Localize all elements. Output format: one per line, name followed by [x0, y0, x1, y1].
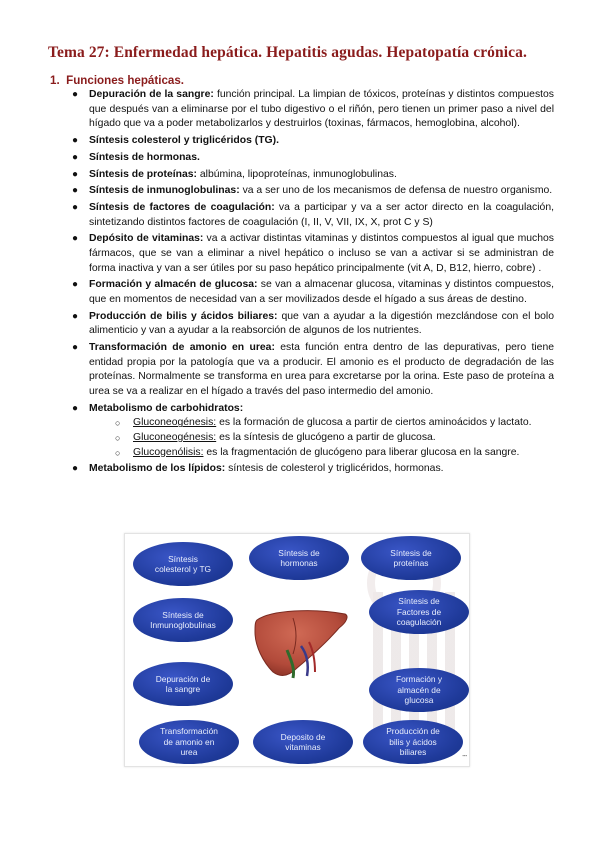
subitem-text: es la síntesis de glucógeno a partir de glucosa. — [216, 431, 436, 443]
bullet-icon: ● — [72, 134, 79, 146]
bubble-sintesis-hormonas: Síntesis de hormonas — [249, 536, 349, 580]
liver-functions-diagram — [124, 533, 470, 767]
item-text: se van a almacenar glucosa, vitaminas y distintos compuestos, que en momentos de necesidad van a ser movilizados desde el hígado a sus áreas de destino. — [89, 279, 554, 306]
item-term: Formación y almacén de glucosa: — [89, 279, 258, 291]
bullet-icon: ● — [72, 310, 79, 322]
bubble-sintesis-proteinas: Síntesis de proteínas — [361, 536, 461, 580]
bullet-icon: ● — [72, 151, 79, 163]
bubble-produccion-bilis: Producción de bilis y ácidos biliares — [363, 720, 463, 764]
subitem-term: Glucogenólisis: — [133, 446, 204, 458]
list-item — [72, 134, 554, 149]
item-term: Metabolismo de carbohidratos: — [89, 402, 244, 414]
list-item — [72, 184, 554, 199]
section-number: 1. — [50, 74, 60, 87]
item-text: función principal. La limpian de tóxicos, proteínas y distintos compuestos que después van a eliminarse por el tubo digestivo o el riñón, pero tienen un primer paso a nivel del hígado que va a poder metabolizarlos y destruirlos (toxinas, fármacos, hemoglobina, alcohol). — [89, 89, 555, 130]
bullet-icon: ● — [72, 233, 79, 245]
bubble-sintesis-inmunoglobulinas: Síntesis de Inmunoglobulinas — [133, 598, 233, 642]
bubble-factores-coagulacion: Síntesis de Factores de coagulación — [369, 590, 469, 634]
item-term: Síntesis de factores de coagulación: — [89, 202, 275, 214]
functions-list — [72, 88, 555, 479]
bullet-icon: ● — [72, 342, 79, 354]
bubble-sintesis-colesterol: Síntesis colesterol y TG — [133, 542, 233, 586]
item-term: Metabolismo de los lípidos: — [89, 463, 226, 475]
list-item — [72, 402, 554, 460]
liver-icon — [253, 606, 351, 684]
item-term: Transformación de amonio en urea: — [89, 342, 275, 354]
item-term: Depósito de vitaminas: — [89, 233, 204, 245]
bullet-icon: ● — [72, 463, 79, 475]
subitem-text: es la fragmentación de glucógeno para liberar glucosa en la sangre. — [203, 446, 520, 458]
circle-bullet-icon: ○ — [115, 447, 121, 458]
list-item — [72, 88, 555, 132]
item-text: síntesis de colesterol y triglicéridos, hormonas. — [225, 463, 444, 475]
bullet-icon: ● — [72, 89, 79, 100]
bubble-deposito-vitaminas: Deposito de vitaminas — [253, 720, 353, 764]
circle-bullet-icon: ○ — [115, 418, 121, 429]
image-credit: ▪▪▪ — [462, 753, 467, 758]
bullet-icon: ● — [72, 168, 79, 180]
item-text: albúmina, lipoproteínas, inmunoglobulinas. — [196, 168, 397, 180]
circle-bullet-icon: ○ — [115, 432, 121, 443]
subitem-text: es la formación de glucosa a partir de ciertos aminoácidos y lactato. — [216, 417, 532, 429]
bullet-icon: ● — [72, 185, 79, 197]
bullet-icon: ● — [72, 402, 79, 414]
section-heading — [50, 74, 184, 87]
page-title: Tema 27: Enfermedad hepática. Hepatitis agudas. Hepatopatía crónica. — [48, 44, 527, 61]
item-term: Síntesis colesterol y triglicéridos (TG). — [89, 134, 279, 146]
item-text: esta función entra dentro de las depurativas, pero tiene entidad propia por la patología que va a producir. El amonio es el producto de degradación de las proteínas. Normalmente se transforma en urea para excretarse por la orina. Este paso de proteína a urea se va a realizar en el hígado a través del paso intermedio del amonio. — [89, 342, 554, 397]
list-item — [72, 168, 554, 183]
item-text: va a ser uno de los mecanismos de defensa de nuestro organismo. — [239, 185, 553, 197]
item-term: Síntesis de hormonas. — [89, 151, 200, 163]
carbohydrate-sublist — [89, 416, 554, 460]
item-text: que van a ayudar a la digestión mezclándose con el bolo alimenticio y van a ayudar a la reabsorción de algunos de los nutrientes. — [89, 310, 555, 337]
sublist-item — [113, 416, 554, 431]
bubble-amonio-urea: Transformación de amonio en urea — [139, 720, 239, 764]
bullet-icon: ● — [72, 279, 79, 291]
item-text: va a activar distintas vitaminas y distintos compuestos al igual que muchos fármacos, que se van a eliminar a nivel hepático o incluso se van a activar si se administran de forma inactiva y van a ser útiles por su paso hepático principalmente (vit A, D, B12, hierro, cobre) . — [89, 233, 554, 274]
list-item — [72, 462, 554, 477]
item-term: Depuración de la sangre: — [89, 89, 214, 100]
sublist-item — [113, 431, 554, 446]
list-item — [72, 278, 554, 307]
list-item — [72, 201, 554, 230]
item-term: Síntesis de proteínas: — [89, 168, 197, 180]
sublist-item — [113, 446, 554, 461]
bubble-formacion-glucosa: Formación y almacén de glucosa — [369, 668, 469, 712]
item-text: va a participar y va a ser actor directo en la coagulación, sintetizando distintos factores de coagulación (I, II, V, VII, IX, X, prot C y S) — [89, 202, 554, 228]
section-title: Funciones hepáticas. — [66, 74, 185, 87]
list-item — [72, 341, 554, 399]
bullet-icon: ● — [72, 202, 79, 214]
item-term: Producción de bilis y ácidos biliares: — [89, 310, 278, 322]
subitem-term: Gluconeogénesis: — [133, 431, 217, 443]
list-item — [72, 310, 555, 339]
list-item — [72, 151, 554, 166]
subitem-term: Gluconeogénesis: — [133, 417, 217, 429]
bubble-depuracion-sangre: Depuración de la sangre — [133, 662, 233, 706]
item-term: Síntesis de inmunoglobulinas: — [89, 185, 240, 197]
list-item — [72, 232, 554, 276]
